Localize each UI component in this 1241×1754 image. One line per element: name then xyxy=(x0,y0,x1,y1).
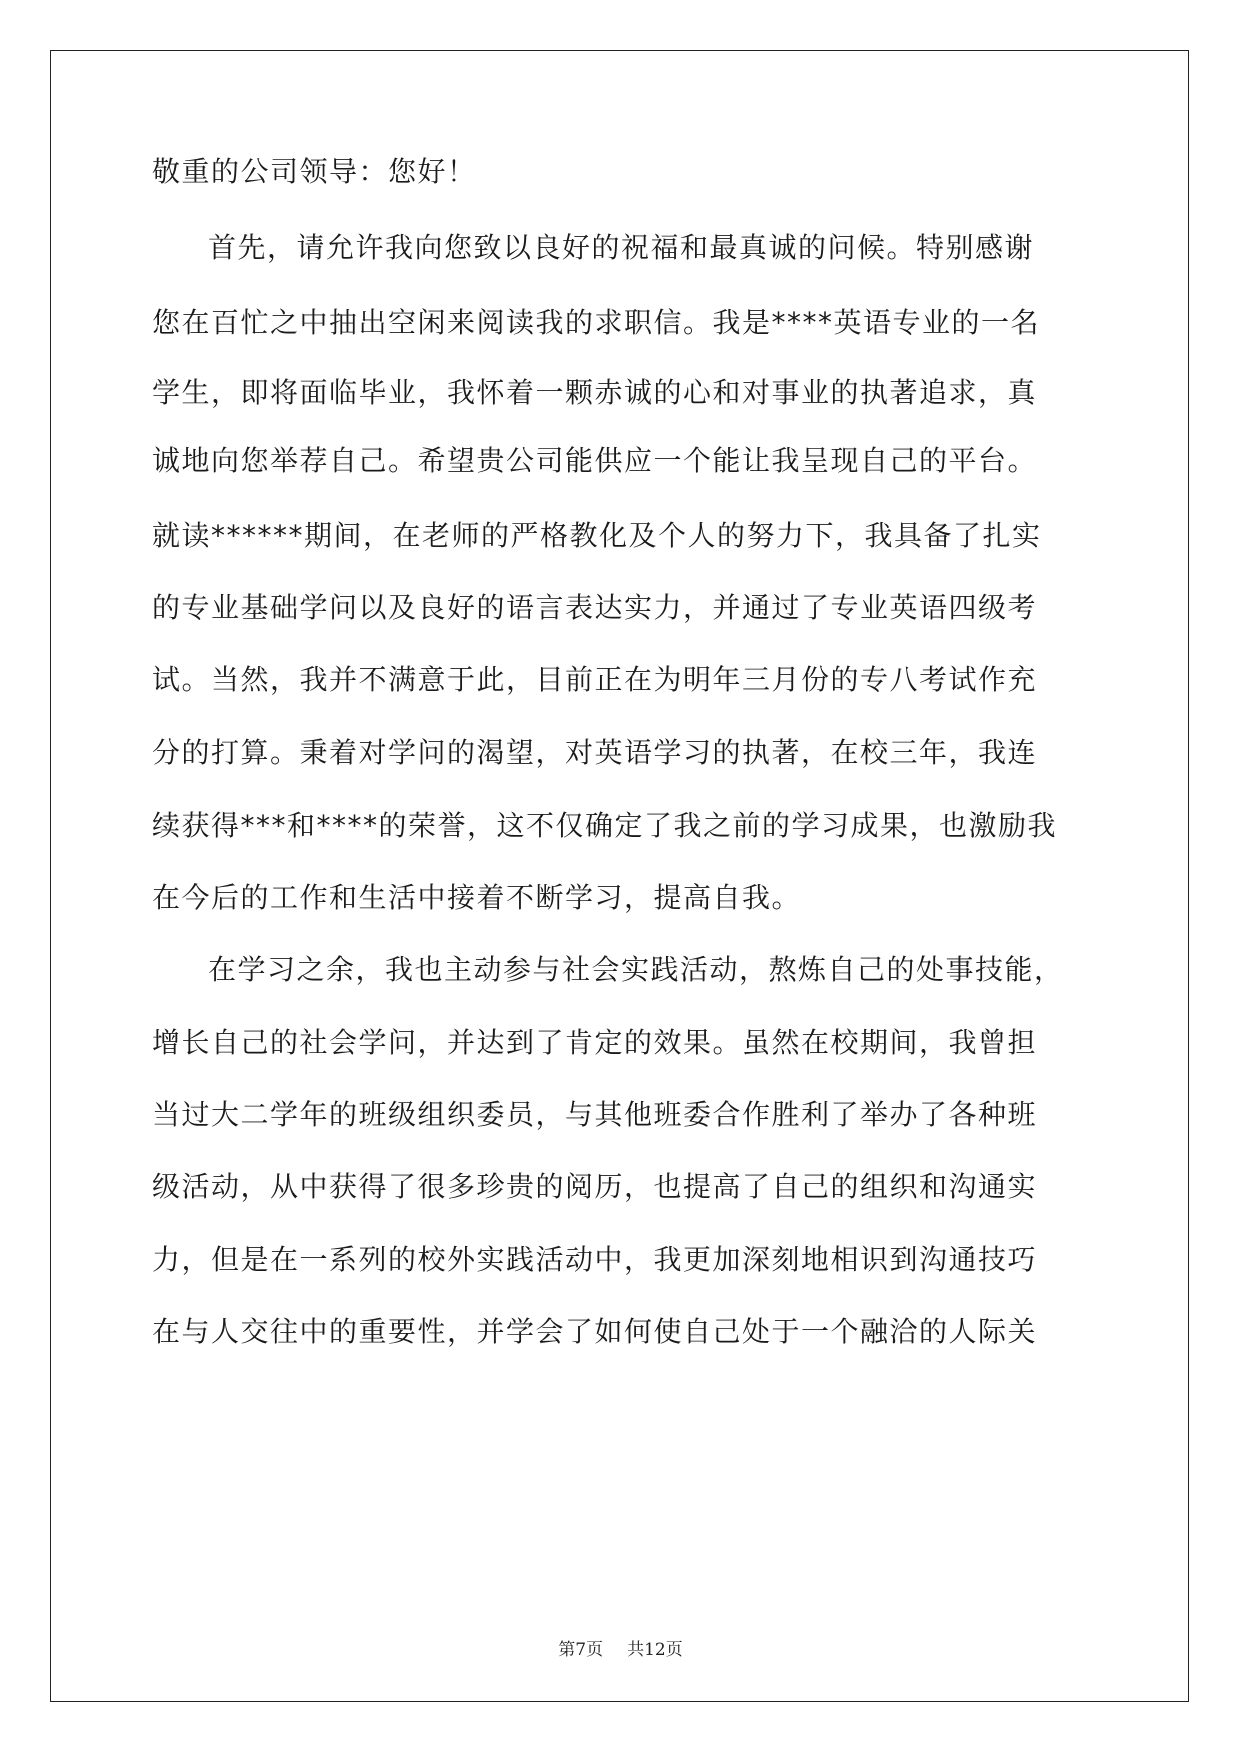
page-total: 共12页 xyxy=(627,1640,683,1660)
paragraph-1-line-10: 在今后的工作和生活中接着不断学习，提高自我。 xyxy=(152,881,802,914)
page-number: 第7页 xyxy=(558,1640,604,1660)
paragraph-1-line-7: 试。当然，我并不满意于此，目前正在为明年三月份的专八考试作充 xyxy=(152,663,1038,696)
page-footer xyxy=(0,1635,1241,1660)
paragraph-1-line-2: 您在百忙之中抽出空闲来阅读我的求职信。我是****英语专业的一名 xyxy=(152,306,1041,339)
greeting-line: 敬重的公司领导：您好！ xyxy=(152,155,477,188)
paragraph-1-line-3: 学生，即将面临毕业，我怀着一颗赤诚的心和对事业的执著追求，真 xyxy=(152,376,1038,409)
paragraph-2-line-4: 级活动，从中获得了很多珍贵的阅历，也提高了自己的组织和沟通实 xyxy=(152,1170,1038,1203)
paragraph-2-line-3: 当过大二学年的班级组织委员，与其他班委合作胜利了举办了各种班 xyxy=(152,1098,1038,1131)
paragraph-1-line-1: 首先，请允许我向您致以良好的祝福和最真诚的问候。特别感谢 xyxy=(208,231,1035,264)
paragraph-1-line-5: 就读******期间，在老师的严格教化及个人的努力下，我具备了扎实 xyxy=(152,519,1042,552)
paragraph-2-line-2: 增长自己的社会学问，并达到了肯定的效果。虽然在校期间，我曾担 xyxy=(152,1026,1038,1059)
paragraph-2-line-1: 在学习之余，我也主动参与社会实践活动，熬炼自己的处事技能， xyxy=(208,953,1064,986)
paragraph-2-line-6: 在与人交往中的重要性，并学会了如何使自己处于一个融洽的人际关 xyxy=(152,1315,1038,1348)
page-border xyxy=(50,50,1189,1702)
paragraph-1-line-9: 续获得***和****的荣誉，这不仅确定了我之前的学习成果，也激励我 xyxy=(152,809,1058,842)
paragraph-1-line-6: 的专业基础学问以及良好的语言表达实力，并通过了专业英语四级考 xyxy=(152,591,1038,624)
paragraph-2-line-5: 力，但是在一系列的校外实践活动中，我更加深刻地相识到沟通技巧 xyxy=(152,1243,1038,1276)
paragraph-1-line-4: 诚地向您举荐自己。希望贵公司能供应一个能让我呈现自己的平台。 xyxy=(152,444,1038,477)
paragraph-1-line-8: 分的打算。秉着对学问的渴望，对英语学习的执著，在校三年，我连 xyxy=(152,736,1038,769)
